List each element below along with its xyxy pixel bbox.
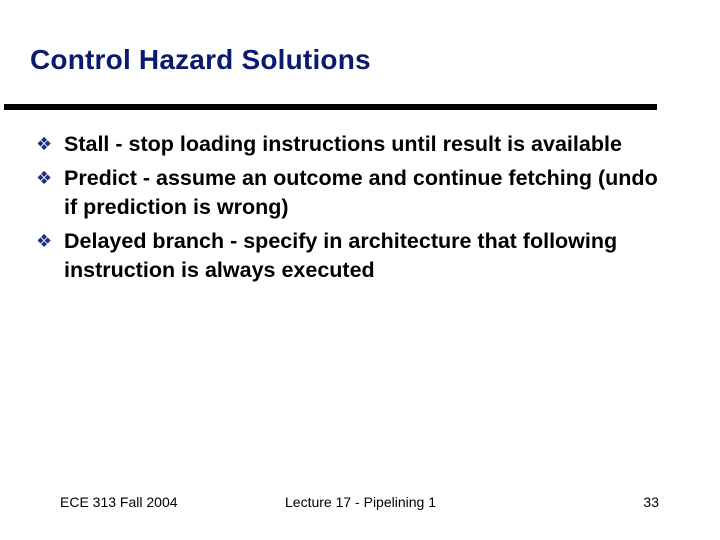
title-divider: [4, 104, 657, 110]
bullet-glyph-icon: ❖: [36, 231, 53, 251]
bullet-glyph-icon: ❖: [36, 134, 53, 154]
bullet-text: Stall - stop loading instructions until result is available: [64, 132, 622, 156]
slide-title: Control Hazard Solutions: [30, 44, 371, 75]
bullet-list: [36, 130, 676, 290]
bullet-text: Predict - assume an outcome and continue fetching (undo if prediction is wrong): [64, 166, 658, 219]
bullet-glyph-icon: ❖: [36, 168, 53, 188]
footer-course: ECE 313 Fall 2004: [60, 494, 178, 510]
bullet-item: [36, 164, 676, 222]
bullet-item: [36, 130, 676, 159]
bullet-item: [36, 227, 676, 285]
footer-page-number: 33: [643, 494, 659, 510]
bullet-text: Delayed branch - specify in architecture that following instruction is always executed: [64, 229, 618, 282]
footer-lecture: Lecture 17 - Pipelining 1: [285, 494, 436, 510]
